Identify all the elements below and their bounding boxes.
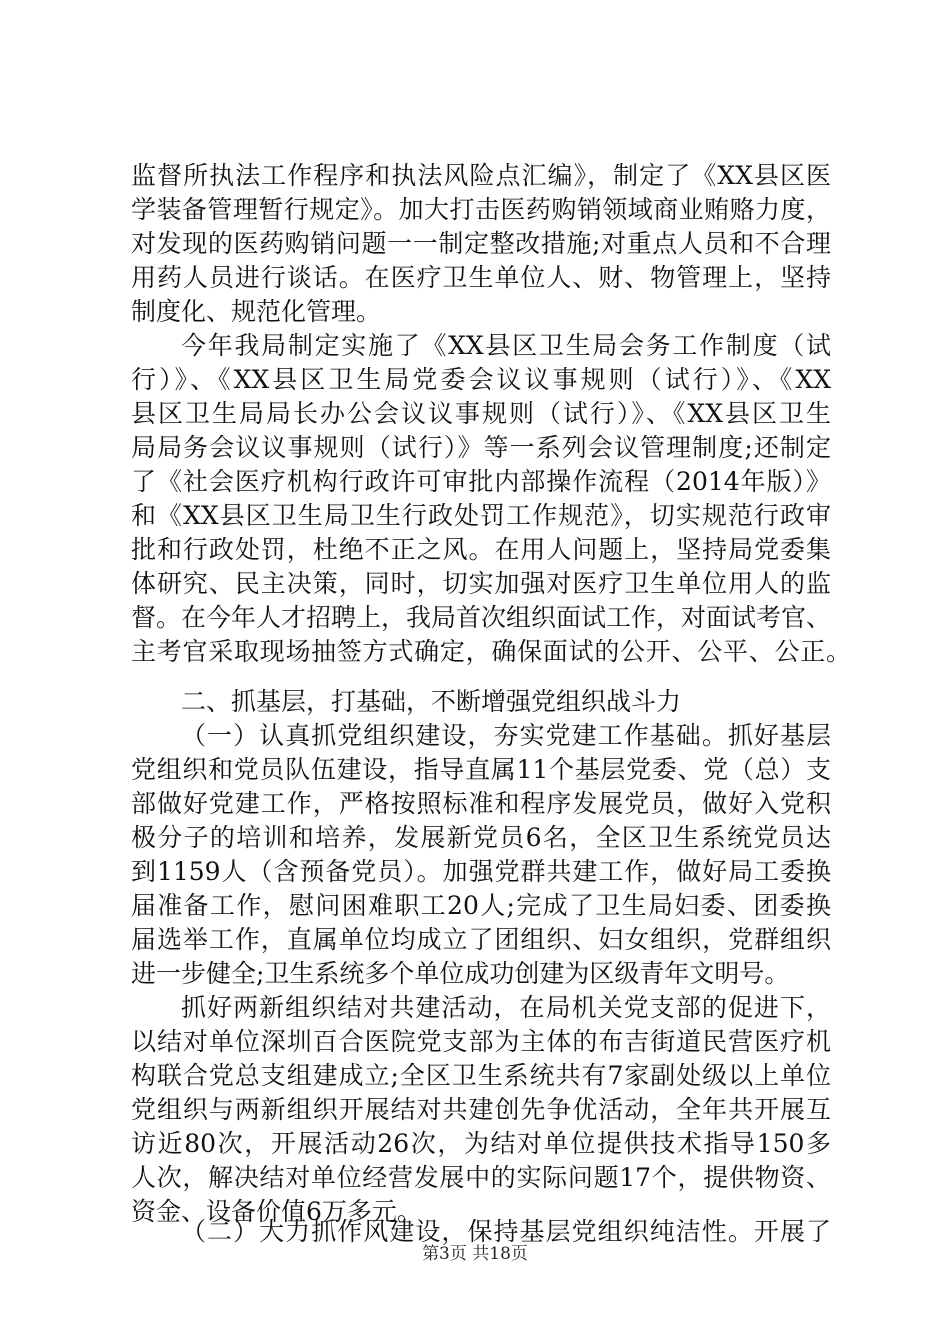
text-line: 制度化、规范化管理。 [131, 297, 382, 326]
text-line: 督。在今年人才招聘上，我局首次组织面试工作，对面试考官、 [131, 603, 832, 632]
text-line: 主考官采取现场抽签方式确定，确保面试的公开、公平、公正。 [131, 637, 851, 666]
text-line: 县区卫生局局长办公会议议事规则（试行）》、《XX县区卫生 [131, 399, 831, 428]
text-line: 学装备管理暂行规定》。加大打击医药购销领域商业贿赂力度， [131, 195, 831, 224]
text-line: （二）大力抓作风建设，保持基层党组织纯洁性。开展了 [181, 1217, 831, 1246]
text-line: 进一步健全;卫生系统多个单位成功创建为区级青年文明号。 [131, 959, 790, 988]
text-line: 抓好两新组织结对共建活动，在局机关党支部的促进下， [181, 993, 831, 1022]
page-footer: 第3页 共18页 [422, 1244, 528, 1264]
text-line: 行）》、《XX县区卫生局党委会议议事规则（试行）》、《XX [131, 365, 831, 394]
text-line: 访近80次，开展活动26次，为结对单位提供技术指导150多 [131, 1129, 831, 1158]
text-line: 局局务会议议事规则（试行）》等一系列会议管理制度;还制定 [131, 433, 831, 462]
text-line: 了《社会医疗机构行政许可审批内部操作流程（2014年版）》 [131, 467, 831, 496]
text-line: 到1159人（含预备党员）。加强党群共建工作，做好局工委换 [131, 857, 831, 886]
text-line: 党组织和党员队伍建设，指导直属11个基层党委、党（总）支 [131, 755, 831, 784]
text-line: 监督所执法工作程序和执法风险点汇编》，制定了《XX县区医 [131, 161, 831, 190]
text-line: 党组织与两新组织开展结对共建创先争优活动，全年共开展互 [131, 1095, 831, 1124]
text-line: 资金、设备价值6万多元。 [131, 1197, 422, 1226]
text-line: 对发现的医药购销问题一一制定整改措施;对重点人员和不合理 [131, 229, 831, 258]
text-line: 和《XX县区卫生局卫生行政处罚工作规范》，切实规范行政审 [131, 501, 831, 530]
text-line: 人次，解决结对单位经营发展中的实际问题17个，提供物资、 [131, 1163, 831, 1192]
text-line: 体研究、民主决策，同时，切实加强对医疗卫生单位用人的监 [131, 569, 831, 598]
text-line: 批和行政处罚，杜绝不正之风。在用人问题上，坚持局党委集 [131, 535, 831, 564]
text-line: 届选举工作，直属单位均成立了团组织、妇女组织，党群组织 [131, 925, 831, 954]
text-line: 届准备工作，慰问困难职工20人;完成了卫生局妇委、团委换 [131, 891, 831, 920]
text-line: 用药人员进行谈话。在医疗卫生单位人、财、物管理上，坚持 [131, 263, 831, 292]
text-line: 今年我局制定实施了《XX县区卫生局会务工作制度（试 [181, 331, 831, 360]
text-line: 以结对单位深圳百合医院党支部为主体的布吉街道民营医疗机 [131, 1027, 831, 1056]
text-line: 极分子的培训和培养，发展新党员6名，全区卫生系统党员达 [131, 823, 831, 852]
section-title: 二、抓基层，打基础，不断增强党组织战斗力 [181, 687, 682, 716]
text-line: （一）认真抓党组织建设，夯实党建工作基础。抓好基层 [181, 721, 831, 750]
text-line: 部做好党建工作，严格按照标准和程序发展党员，做好入党积 [131, 789, 831, 818]
text-line: 构联合党总支组建成立;全区卫生系统共有7家副处级以上单位 [131, 1061, 831, 1090]
